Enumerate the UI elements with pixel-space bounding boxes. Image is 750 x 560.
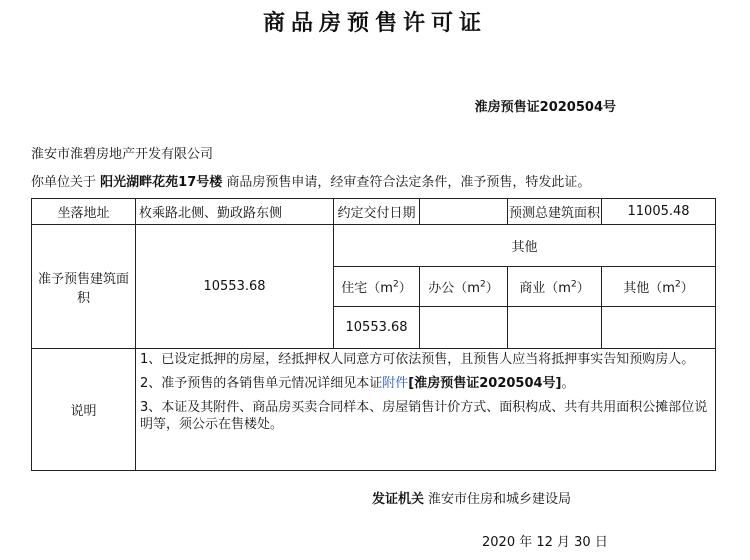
note-item-3: 3、本证及其附件、商品房买卖合同样本、房屋销售计价方式、面积构成、共有共用面积公摊部位说明等，须公示在售楼处。 <box>140 400 708 432</box>
project-name: 阳光湖畔花苑17号楼 <box>100 175 223 190</box>
intro-prefix: 你单位关于 <box>31 175 97 190</box>
location-value: 枚乘路北侧、勤政路东侧 <box>136 199 334 225</box>
certificate-number: 淮房预售证2020504号 <box>474 100 616 115</box>
notes-content <box>136 349 716 471</box>
attachment-link[interactable]: 附件 <box>382 376 409 391</box>
residential-label: 住宅$(m^2)$ <box>334 267 420 307</box>
delivery-date-value <box>420 199 508 225</box>
note-item-2: 2、准予预售的各销售单元情况详细见本证附件[淮房预售证2020504号]。 <box>140 376 575 391</box>
delivery-date-label: 约定交付日期 <box>334 199 420 225</box>
notes-label: 说明 <box>32 349 136 471</box>
intro-text <box>31 171 590 190</box>
company-name: 淮安市淮碧房地产开发有限公司 <box>31 147 214 162</box>
document-title: 商品房预售许可证 <box>262 11 487 36</box>
note-item-1: 1、已设定抵押的房屋，经抵押权人同意方可依法预售，且预售人应当将抵押事实告知预购房人。 <box>140 352 695 367</box>
location-label: 坐落地址 <box>32 199 136 225</box>
residential-value: 10553.68 <box>334 307 420 349</box>
other-header: 其他 <box>334 225 716 267</box>
issuer-label: 发证机关 <box>372 492 425 507</box>
intro-suffix: 商品房预售申请，经审查符合法定条件，准予预售，特发此证。 <box>226 175 591 190</box>
other-use-value <box>602 307 716 349</box>
commercial-label: 商业$(m^2)$ <box>508 267 602 307</box>
predicted-area-label: 预测总建筑面积 <box>508 199 602 225</box>
issue-date: 2020 年 12 月 30 日 <box>482 535 608 550</box>
issuing-authority <box>372 488 571 507</box>
other-use-label: 其他$(m^2)$ <box>602 267 716 307</box>
permit-table <box>31 198 716 471</box>
office-label: 办公$(m^2)$ <box>420 267 508 307</box>
issuer-name: 淮安市住房和城乡建设局 <box>428 492 572 507</box>
predicted-area-value: 11005.48 <box>602 199 716 225</box>
attachment-reference: [淮房预售证2020504号] <box>408 376 562 391</box>
commercial-value <box>508 307 602 349</box>
office-value <box>420 307 508 349</box>
allowed-area-value: 10553.68 <box>136 225 334 349</box>
allowed-area-label: 准予预售建筑面积 <box>32 225 136 349</box>
